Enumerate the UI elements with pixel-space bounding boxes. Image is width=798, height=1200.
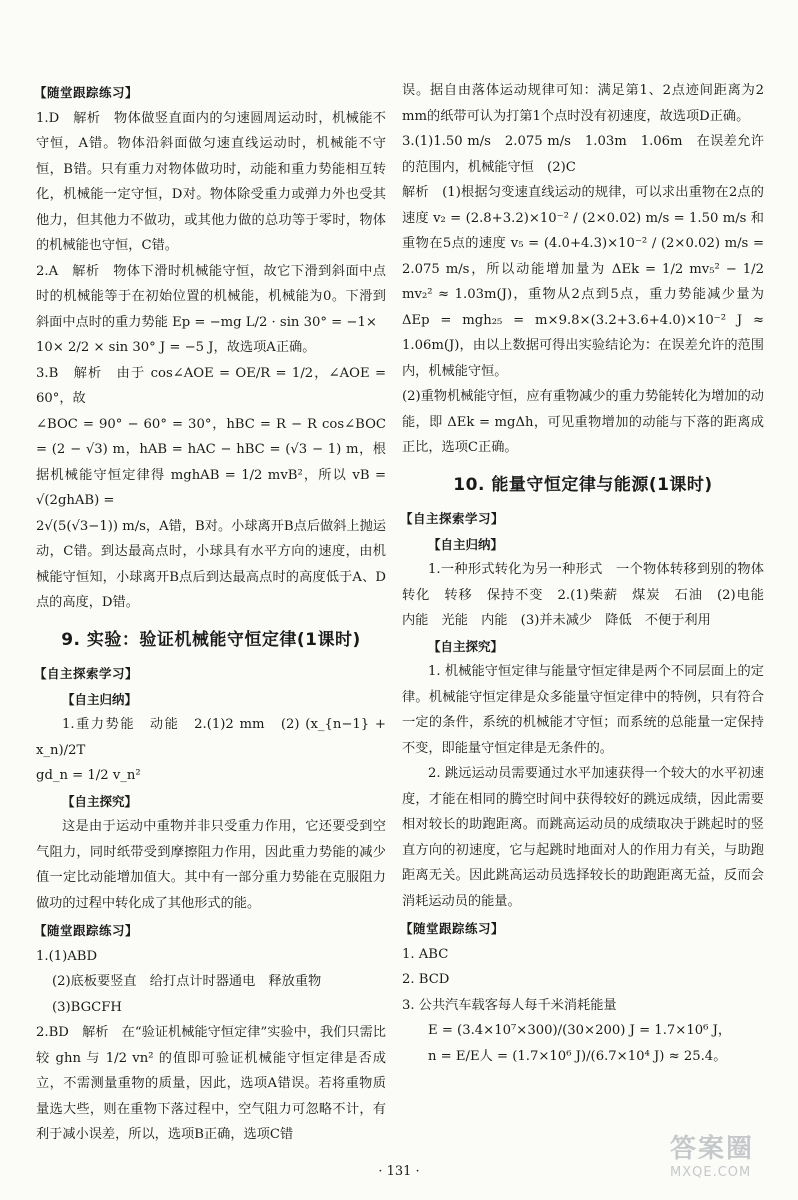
subsection-tag: 【自主探究】: [428, 638, 504, 654]
subsection-tag: 【自主归纳】: [62, 691, 138, 707]
section-title: 9. 实验：验证机械能守恒定律(1课时): [61, 629, 361, 650]
answer-item: 1.(1)ABD: [36, 948, 98, 964]
equation: E = (3.4×10⁷×300)/(30×200) J = 1.7×10⁶ J，: [428, 1023, 732, 1038]
answer-item: 2.BD 解析 在“验证机械能守恒定律”实验中，我们只需比较 ghn 与 1/2 vn² 的值即可验证机械能守恒定律是否成立，不需测量重物的质量，因此，选项A错误。若将重物质量选大些，则在重物下落过程中，空气阻力可忽略不计，有利于减小误差，所以，选项B正确，选项C错: [36, 1025, 386, 1142]
summary-text: 1.一种形式转化为另一种形式 一个物体转移到别的物体 转化 转移 保持不变 2.(1)柴薪 煤炭 石油 (2)电能 内能 光能 内能 (3)并未减少 降低 不便于利用: [402, 562, 778, 628]
subsection-tag: 【自主探究】: [62, 793, 138, 809]
summary-text: 1.重力势能 动能 2.(1)2 mm (2) (x_{n−1} + x_n)/2T: [36, 717, 386, 758]
right-column: [400, 78, 778, 1069]
answer-item: (2)重物机械能守恒，应有重物减少的重力势能转化为增加的动能，即 ΔEk = mgΔh，可见重物增加的动能与下落的距离成正比，选项C正确。: [402, 389, 764, 455]
explore-text: 这是由于运动中重物并非只受重力作用，它还要受到空气阻力，同时纸带受到摩擦阻力作用，因此重力势能的减少值一定比动能增加值大。其中有一部分重力势能在克服阻力做功的过程中转化成了其他形式的能。: [36, 819, 386, 911]
answer-line: ∠BOC = 90° − 60° = 30°，hBC = R − R cos∠BOC = (2 − √3) m，hAB = hAC − hBC = (√3 − 1) m，根据机械能守恒定律得 mghAB = 1/2 mvB²，所以 vB = √(2ghAB) =: [36, 416, 386, 508]
section-tag: 【随堂跟踪练习】: [34, 85, 139, 100]
answer-item: 1. ABC: [402, 946, 449, 962]
answer-item: 3.B 解析 由于 cos∠AOE = OE/R = 1/2，∠AOE = 60°，故: [36, 365, 386, 406]
watermark-url: MXQE.COM: [670, 1165, 752, 1180]
section-tag: 【自主探索学习】: [34, 666, 139, 681]
explore-text: 2. 跳远运动员需要通过水平加速获得一个较大的水平初速度，才能在相同的腾空时间中获得较好的跳远成绩，因此需要相对较长的助跑距离。而跳高运动员的成绩取决于跳起时的竖直方向的初速度，它与起跳时地面对人的作用力有关，与助跑距离无关。因此跳高运动员选择较长的助跑距离无益，反而会消耗运动员的能量。: [402, 766, 764, 909]
summary-text: gd_n = 1/2 v_n²: [36, 768, 141, 783]
answer-item: (2)底板要竖直 给打点计时器通电 释放重物: [52, 974, 322, 989]
section-tag: 【随堂跟踪练习】: [400, 921, 505, 936]
section-tag: 【自主探索学习】: [400, 511, 505, 526]
answer-item: 解析 (1)根据匀变速直线运动的规律，可以求出重物在2点的速度 v₂ = (2.8+3.2)×10⁻² / (2×0.02) m/s = 1.50 m/s 和重物在5点的速度 v₅ = (4.0+4.3)×10⁻² / (2×0.02) m/s = 2.075 m/s，所以动能增加量为 ΔEk = 1/2 mv₅² − 1/2 mv₂² ≈ 1.03m(J)，重物从2点到5点，重力势能减少量为 ΔEp = mgh₂₅ = m×9.8×(3.2+3.6+4.0)×10⁻² J ≈ 1.06m(J)，由以上数据可得出实验结论为：在误差允许的范围内，机械能守恒。: [402, 185, 764, 379]
answer-item: 2.A 解析 物体下滑时机械能守恒，故它下滑到斜面中点时的机械能等于在初始位置的机械能，机械能为0。下滑到斜面中点时的重力势能 Ep = −mg L/2 · sin 30° = −1×: [36, 263, 386, 330]
left-column: [36, 78, 386, 1148]
explore-text: 1. 机械能守恒定律与能量守恒定律是两个不同层面上的定律。机械能守恒定律是众多能量守恒定律中的特例，只有符合一定的条件，系统的机械能才守恒；而系统的总能量一定保持不变，即能量守恒定律是无条件的。: [402, 664, 764, 756]
section-title: 10. 能量守恒定律与能源(1课时): [453, 474, 713, 495]
section-tag: 【随堂跟踪练习】: [34, 923, 139, 938]
answer-line: 误。据自由落体运动规律可知：满足第1、2点迹间距离为2 mm的纸带可认为打第1个点时没有初速度，故选项D正确。: [402, 83, 764, 124]
answer-item: 3. 公共汽车载客每人每千米消耗能量: [402, 997, 617, 1013]
answer-item: 1.D 解析 物体做竖直面内的匀速圆周运动时，机械能不守恒，A错。物体沿斜面做匀速直线运动时，机械能不守恒，B错。只有重力对物体做功时，动能和重力势能相互转化，机械能一定守恒，D对。物体除受重力或弹力外也受其他力，但其他力不做功，或其他力做的总功等于零时，物体的机械能也守恒，C错。: [36, 110, 386, 253]
watermark-text: 答案圈: [670, 1134, 755, 1164]
answer-item: 2. BCD: [402, 972, 450, 987]
answer-line: 2√(5(√3−1)) m/s，A错，B对。小球离开B点后做斜上抛运动，C错。到达最高点时，小球具有水平方向的速度，由机械能守恒知，小球离开B点后到达最高点时的高度低于A、D点的高度，D错。: [36, 518, 386, 610]
equation: n = E/E人 = (1.7×10⁶ J)/(6.7×10⁴ J) ≈ 25.4。: [428, 1048, 727, 1064]
answer-item: 3.(1)1.50 m/s 2.075 m/s 1.03m 1.06m 在误差允许的范围内，机械能守恒 (2)C: [402, 134, 764, 175]
answer-line: 10× 2/2 × sin 30° J = −5 J，故选项A正确。: [36, 340, 316, 355]
answer-item: (3)BGCFH: [52, 999, 122, 1015]
page-number: · 131 ·: [378, 1164, 420, 1179]
subsection-tag: 【自主归纳】: [428, 536, 504, 552]
watermark-logo: [670, 1128, 790, 1190]
